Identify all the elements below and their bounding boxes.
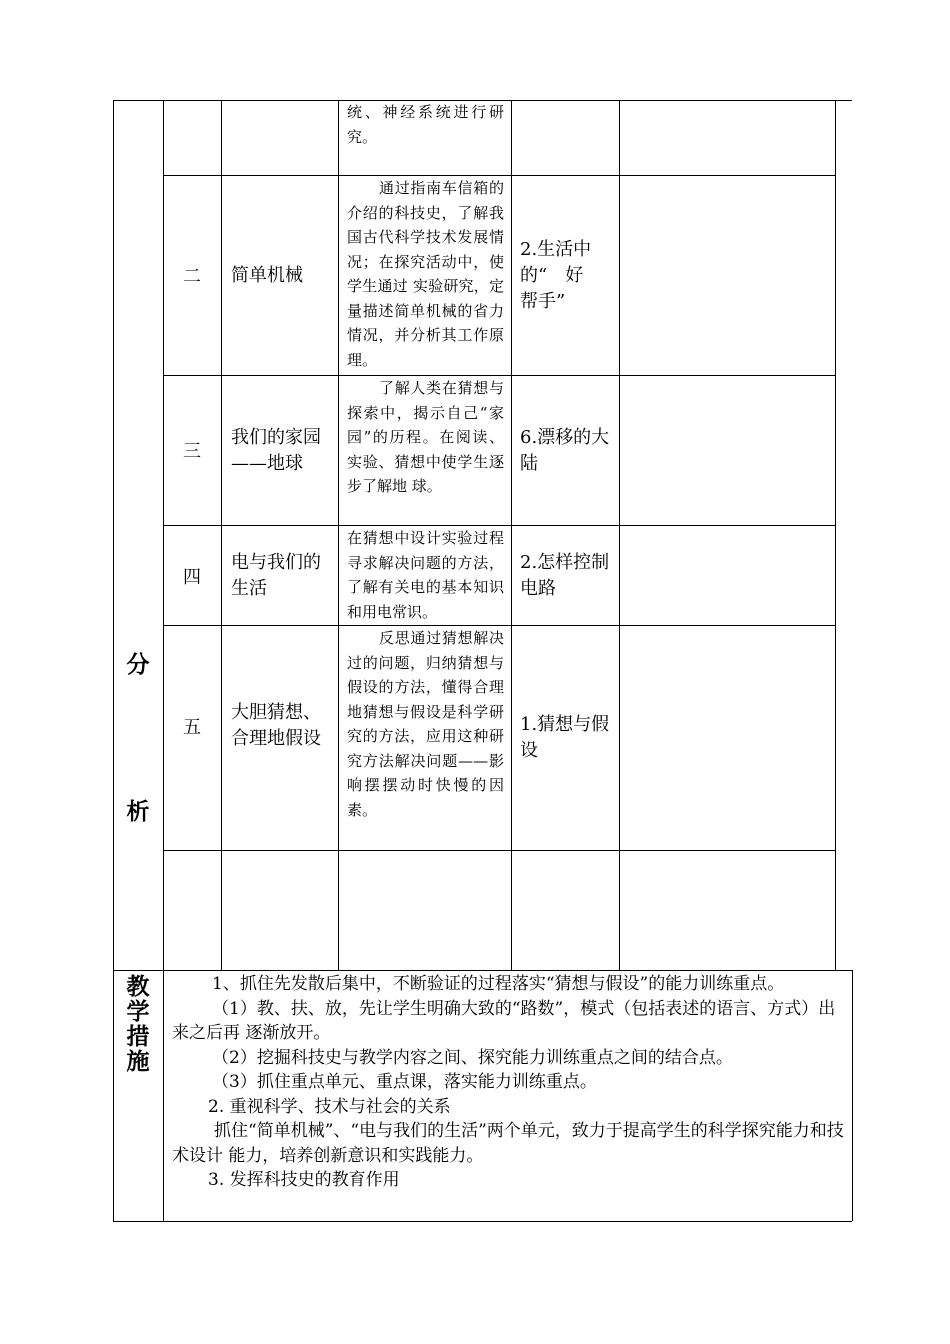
measures-content	[172, 972, 846, 1193]
measures-label-char: 学	[126, 998, 150, 1025]
column-divider	[221, 100, 222, 970]
measures-label	[113, 974, 163, 1074]
column-divider	[511, 100, 512, 970]
measures-label-char: 教	[126, 973, 150, 1000]
measures-paragraph: 3. 发挥科技史的教育作用	[208, 1170, 400, 1190]
table-row-desc: 统、神经系统进行研究。	[347, 103, 504, 146]
measures-label-char: 施	[126, 1048, 150, 1075]
analysis-label-char: 分	[126, 651, 150, 678]
section-divider	[113, 970, 852, 971]
table-row-unit: 我们的家园——地球	[231, 427, 321, 474]
measures-paragraph: 2. 重视科学、技术与社会的关系	[208, 1096, 451, 1117]
analysis-label-char: 析	[126, 798, 150, 825]
table-row-desc: 通过指南车信箱的介绍的科技史，了解我国古代科学技术发展情况；在探究活动中，使学生通过 实验研究，定量描述简单机械的省力情况，并分析其工作原理。	[347, 179, 504, 369]
table-row-num: 五	[183, 717, 201, 738]
table-row-num: 四	[183, 567, 201, 588]
table-row-example: 2.怎样控制电路	[520, 552, 610, 599]
table-border-bottom	[113, 1221, 852, 1222]
table-row-unit: 简单机械	[231, 265, 303, 286]
measures-paragraph: 抓住“简单机械”、“电与我们的生活”两个单元，致力于提高学生的科学探究能力和技术设计 能力，培养创新意识和实践能力。	[172, 1121, 844, 1166]
table-row-unit: 电与我们的生活	[231, 552, 321, 599]
column-divider	[619, 100, 620, 970]
measures-label-char: 措	[126, 1023, 150, 1050]
column-divider	[338, 100, 339, 970]
table-row-desc: 在猜想中设计实验过程寻求解决问题的方法，了解有关电的基本知识和用电常识。	[347, 529, 504, 621]
measures-paragraph: （2）挖掘科技史与教学内容之间、探究能力训练重点之间的结合点。	[212, 1047, 733, 1068]
table-row-example: 1.猜想与假设	[520, 714, 610, 761]
top-right-divider	[835, 100, 836, 970]
table-row-desc: 了解人类在猜想与探索中，揭示自己“家园”的历程。在阅读、实验、猜想中使学生逐步了解地 球。	[347, 379, 504, 495]
table-row-desc: 反思通过猜想解决过的问题，归纳猜想与假设的方法，懂得合理地猜想与假设是科学研究的方法，应用这种研究方法解决问题——影响摆摆动时快慢的因素。	[347, 629, 504, 819]
table-row-example: 2.生活中的“ 好 帮手”	[520, 239, 602, 312]
table-row-example: 6.漂移的大陆	[520, 427, 610, 474]
measures-paragraph: （3）抓住重点单元、重点课，落实能力训练重点。	[212, 1072, 597, 1092]
table-row-unit: 大胆猜想、合理地假设	[231, 702, 321, 749]
table-border-right	[852, 970, 853, 1221]
measures-paragraph: 1、抓住先发散后集中，不断验证的过程落实“猜想与假设”的能力训练重点。	[212, 974, 785, 994]
table-row-num: 二	[183, 266, 201, 287]
measures-paragraph: （1）教、扶、放，先让学生明确大致的“路数”，模式（包括表述的语言、方式）出来之后再 逐渐放开。	[172, 998, 836, 1043]
row-divider	[163, 850, 835, 851]
table-row-num: 三	[183, 441, 201, 462]
